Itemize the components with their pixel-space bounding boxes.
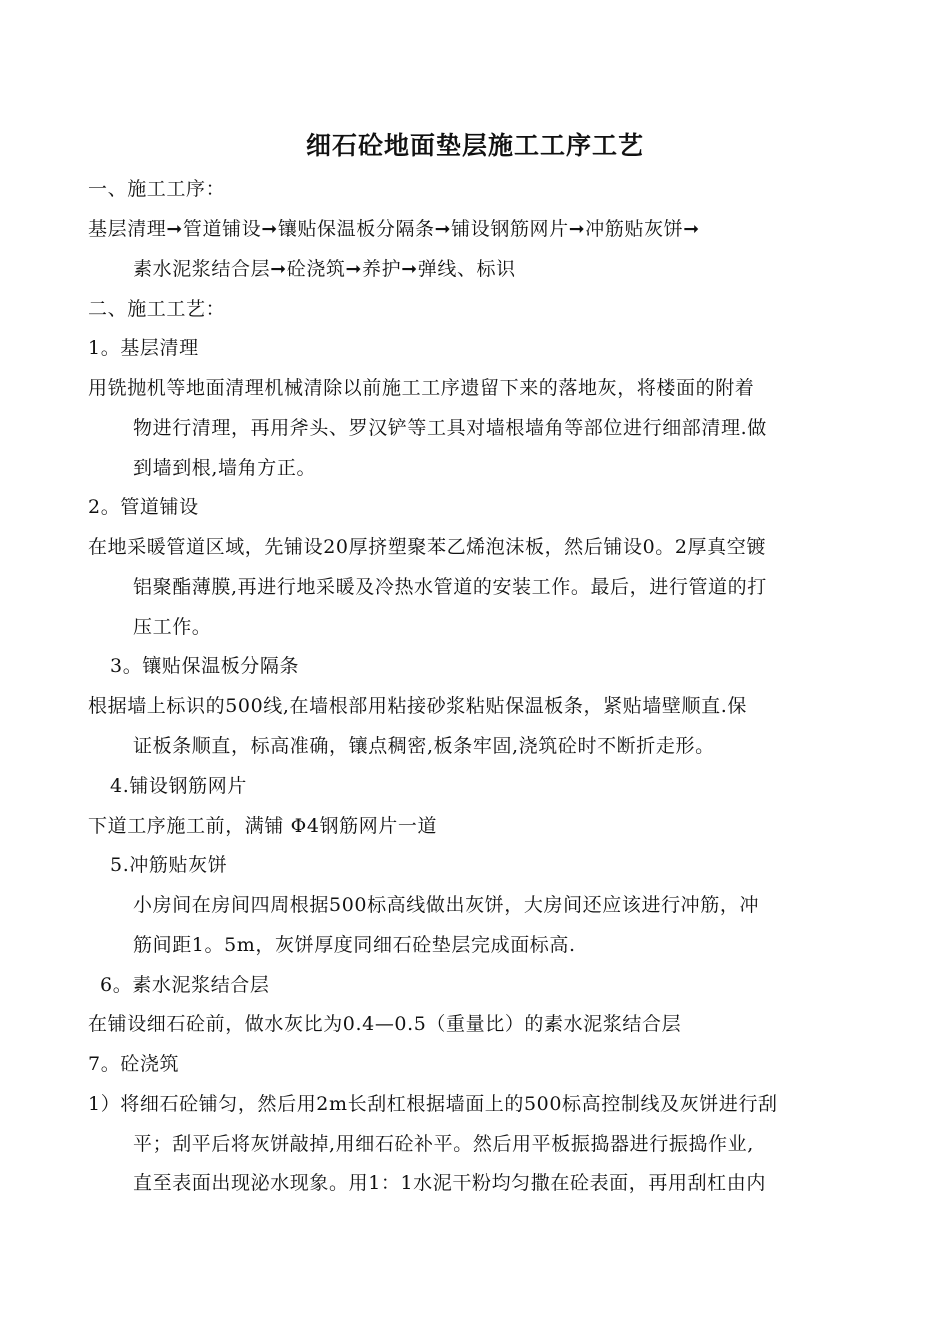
step-6-text: 在铺设细石砼前，做水灰比为0.4—0.5（重量比）的素水泥浆结合层 (88, 1013, 682, 1035)
step-7-text-line-3: 直至表面出现泌水现象。用1：1水泥干粉均匀撒在砼表面，再用刮杠由内 (133, 1172, 766, 1194)
step-2-text-line-2: 铝聚酯薄膜,再进行地采暖及冷热水管道的安装工作。最后，进行管道的打 (133, 576, 767, 598)
section-heading-technique: 二、施工工艺： (88, 298, 226, 320)
step-3-heading: 3。镶贴保温板分隔条 (110, 655, 300, 677)
section-heading-process: 一、施工工序： (88, 178, 226, 200)
step-2-text-line-1: 在地采暖管道区域，先铺设20厚挤塑聚苯乙烯泡沫板，然后铺设0。2厚真空镀 (88, 536, 766, 558)
step-3-text-line-1: 根据墙上标识的500线,在墙根部用粘接砂浆粘贴保温板条，紧贴墙壁顺直.保 (88, 695, 747, 717)
step-7-text-line-2: 平；刮平后将灰饼敲掉,用细石砼补平。然后用平板振捣器进行振捣作业, (133, 1133, 754, 1155)
step-1-text-line-3: 到墙到根,墙角方正。 (133, 457, 317, 479)
process-steps-line-1: 基层清理➞管道铺设➞镶贴保温板分隔条➞铺设钢筋网片➞冲筋贴灰饼➞ (88, 218, 700, 240)
step-5-text-line-1: 小房间在房间四周根据500标高线做出灰饼，大房间还应该进行冲筋，冲 (133, 894, 760, 916)
step-4-heading: 4.铺设钢筋网片 (110, 775, 247, 797)
step-7-heading: 7。砼浇筑 (88, 1053, 180, 1075)
step-1-text-line-2: 物进行清理，再用斧头、罗汉铲等工具对墙根墙角等部位进行细部清理.做 (133, 417, 767, 439)
process-steps-line-2: 素水泥浆结合层➞砼浇筑➞养护➞弹线、标识 (133, 258, 516, 280)
step-4-text: 下道工序施工前，满铺 Φ4钢筋网片一道 (88, 815, 438, 837)
step-2-text-line-3: 压工作。 (133, 616, 212, 638)
step-1-heading: 1。基层清理 (88, 337, 199, 359)
step-5-text-line-2: 筋间距1。5m，灰饼厚度同细石砼垫层完成面标高. (133, 934, 576, 956)
step-3-text-line-2: 证板条顺直，标高准确，镶点稠密,板条牢固,浇筑砼时不断折走形。 (133, 735, 715, 757)
step-5-heading: 5.冲筋贴灰饼 (110, 854, 228, 876)
step-7-text-line-1: 1）将细石砼铺匀，然后用2m长刮杠根据墙面上的500标高控制线及灰饼进行刮 (88, 1093, 778, 1115)
step-6-heading: 6。素水泥浆结合层 (100, 974, 270, 996)
step-2-heading: 2。管道铺设 (88, 496, 199, 518)
document-title: 细石砼地面垫层施工工序工艺 (305, 131, 644, 160)
step-1-text-line-1: 用铣抛机等地面清理机械清除以前施工工序遗留下来的落地灰，将楼面的附着 (88, 377, 755, 399)
